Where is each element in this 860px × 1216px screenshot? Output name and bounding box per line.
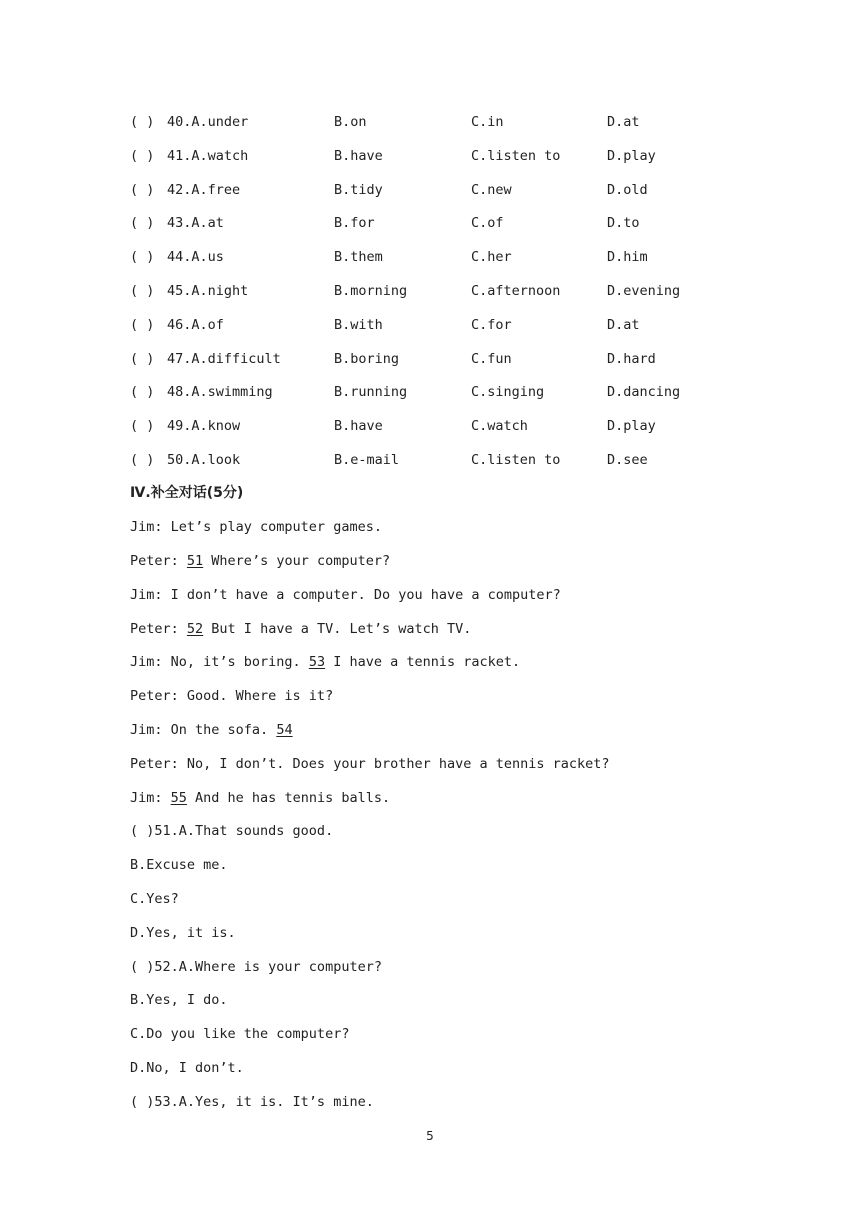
section-heading: Ⅳ.补全对话(5分) (130, 485, 244, 501)
option-b: B.on (334, 114, 367, 130)
option-q: 45.A.night (167, 283, 249, 299)
option-line: B.Excuse me. (130, 857, 228, 873)
answer-paren: ( ) (130, 452, 155, 468)
option-b: B.them (334, 249, 383, 265)
option-d: D.play (607, 148, 656, 164)
option-d: D.at (607, 317, 640, 333)
option-d: D.him (607, 249, 648, 265)
blank-52: 52 (186, 621, 204, 637)
blank-53: 53 (308, 654, 326, 670)
answer-paren: ( ) (130, 283, 155, 299)
option-q: 42.A.free (167, 182, 241, 198)
page-number: 5 (426, 1129, 434, 1143)
option-d: D.hard (607, 351, 656, 367)
option-q: 46.A.of (167, 317, 224, 333)
option-c: C.her (471, 249, 512, 265)
option-c: C.for (471, 317, 512, 333)
option-q: 44.A.us (167, 249, 224, 265)
answer-paren: ( ) (130, 317, 155, 333)
option-line: B.Yes, I do. (130, 992, 228, 1008)
dialogue-text: I have a tennis racket. (325, 654, 521, 670)
option-c: C.fun (471, 351, 512, 367)
dialogue-text: Jim: No, it’s boring. (130, 654, 309, 670)
option-c: C.of (471, 215, 504, 231)
dialogue-line: Jim: Let’s play computer games. (130, 519, 382, 535)
dialogue-text: Where’s your computer? (203, 553, 391, 569)
option-line: ( )51.A.That sounds good. (130, 823, 334, 839)
option-c: C.in (471, 114, 504, 130)
option-q: 47.A.difficult (167, 351, 281, 367)
option-line: ( )52.A.Where is your computer? (130, 959, 382, 975)
option-b: B.with (334, 317, 383, 333)
option-b: B.tidy (334, 182, 383, 198)
dialogue-line (130, 719, 293, 741)
blank-54: 54 (276, 722, 293, 738)
answer-paren: ( ) (130, 249, 155, 265)
dialogue-text: But I have a TV. Let’s watch TV. (203, 621, 472, 637)
option-b: B.have (334, 418, 383, 434)
option-d: D.old (607, 182, 648, 198)
option-d: D.evening (607, 283, 681, 299)
dialogue-text: Jim: On the sofa. (130, 722, 277, 738)
dialogue-line (130, 651, 520, 673)
option-q: 41.A.watch (167, 148, 249, 164)
option-d: D.at (607, 114, 640, 130)
speaker: Peter: (130, 621, 187, 637)
answer-paren: ( ) (130, 418, 155, 434)
option-b: B.boring (334, 351, 400, 367)
option-b: B.have (334, 148, 383, 164)
answer-paren: ( ) (130, 215, 155, 231)
option-line: C.Yes? (130, 891, 179, 907)
answer-paren: ( ) (130, 114, 155, 130)
option-c: C.listen to (471, 452, 561, 468)
answer-paren: ( ) (130, 351, 155, 367)
option-d: D.play (607, 418, 656, 434)
option-line: D.Yes, it is. (130, 925, 236, 941)
dialogue-line: Peter: No, I don’t. Does your brother have a tennis racket? (130, 756, 610, 772)
option-b: B.e-mail (334, 452, 400, 468)
blank-51: 51 (186, 553, 204, 569)
dialogue-line (130, 787, 390, 809)
option-d: D.see (607, 452, 648, 468)
option-d: D.to (607, 215, 640, 231)
dialogue-line (130, 550, 390, 572)
blank-55: 55 (170, 790, 187, 806)
option-c: C.afternoon (471, 283, 561, 299)
answer-paren: ( ) (130, 182, 155, 198)
option-line: C.Do you like the computer? (130, 1026, 350, 1042)
option-line: D.No, I don’t. (130, 1060, 244, 1076)
option-b: B.running (334, 384, 408, 400)
speaker: Jim: (130, 790, 171, 806)
option-q: 40.A.under (167, 114, 249, 130)
option-q: 43.A.at (167, 215, 224, 231)
answer-paren: ( ) (130, 384, 155, 400)
option-b: B.for (334, 215, 375, 231)
answer-paren: ( ) (130, 148, 155, 164)
option-c: C.new (471, 182, 512, 198)
option-d: D.dancing (607, 384, 681, 400)
option-line: ( )53.A.Yes, it is. It’s mine. (130, 1094, 374, 1110)
option-c: C.singing (471, 384, 545, 400)
option-c: C.watch (471, 418, 528, 434)
dialogue-line: Jim: I don’t have a computer. Do you have a computer? (130, 587, 561, 603)
dialogue-text: And he has tennis balls. (186, 790, 391, 806)
option-q: 49.A.know (167, 418, 241, 434)
dialogue-line: Peter: Good. Where is it? (130, 688, 334, 704)
option-q: 50.A.look (167, 452, 241, 468)
speaker: Peter: (130, 553, 187, 569)
dialogue-line (130, 618, 471, 640)
option-c: C.listen to (471, 148, 561, 164)
option-q: 48.A.swimming (167, 384, 273, 400)
option-b: B.morning (334, 283, 408, 299)
